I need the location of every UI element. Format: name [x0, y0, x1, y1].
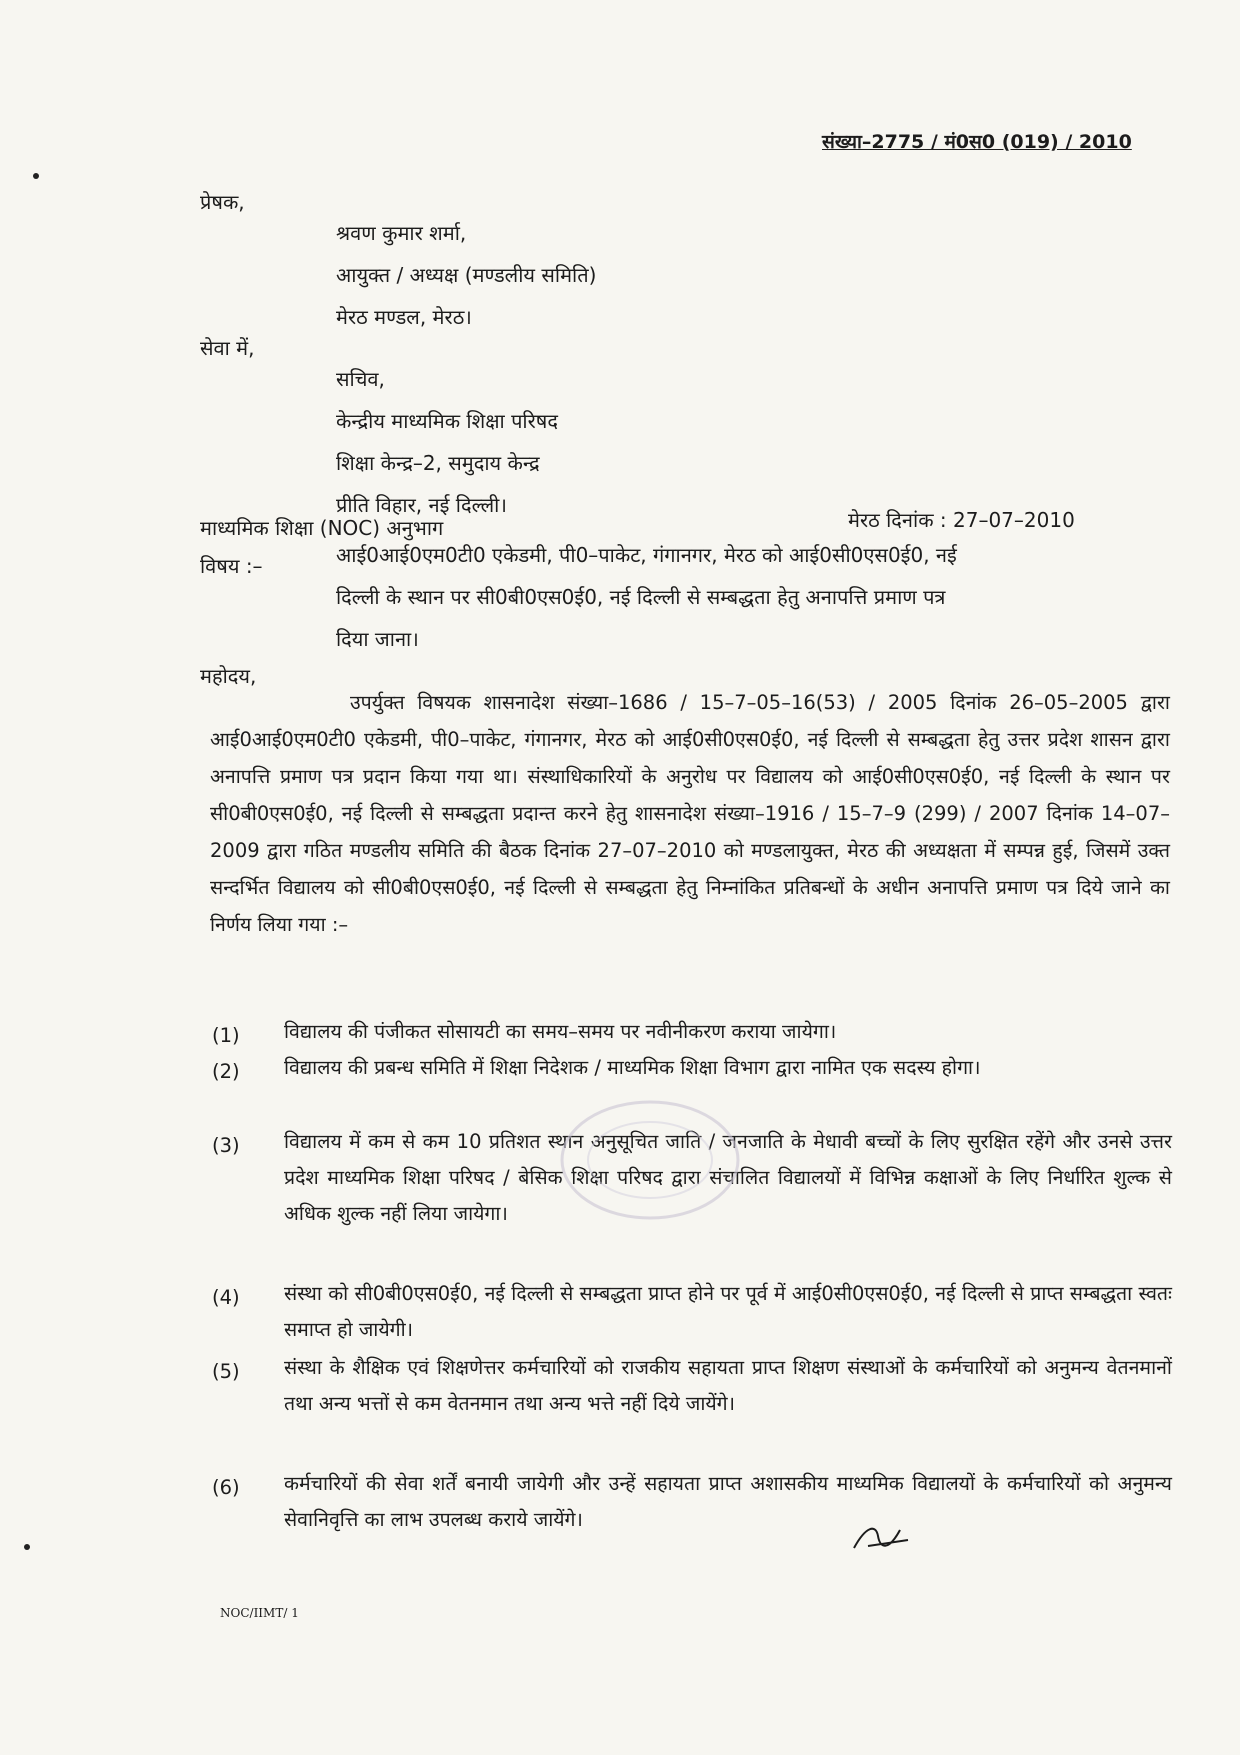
salutation: महोदय, — [200, 664, 257, 688]
recipient-title: सचिव, — [336, 367, 385, 391]
subject-line-3: दिया जाना। — [336, 627, 419, 651]
recipient-address-2: प्रीति विहार, नई दिल्ली। — [336, 493, 507, 517]
subject-line-2: दिल्ली के स्थान पर सी0बी0एस0ई0, नई दिल्ली से सम्बद्धता हेतु अनापत्ति प्रमाण पत्र — [336, 585, 946, 609]
condition-number: (1) — [212, 1024, 240, 1047]
subject-text — [336, 534, 957, 660]
condition-text: विद्यालय की पंजीकत सोसायटी का समय–समय पर नवीनीकरण कराया जायेगा। — [284, 1020, 837, 1043]
condition-number: (6) — [212, 1476, 240, 1499]
subject-label: विषय :– — [200, 554, 263, 578]
condition-number: (5) — [212, 1360, 240, 1383]
condition-number: (4) — [212, 1286, 240, 1309]
recipient-label: सेवा में, — [200, 336, 255, 360]
body-paragraph: उपर्युक्त विषयक शासनादेश संख्या–1686 / 15–7–05–16(53) / 2005 दिनांक 26–05–2005 द्वारा आई0आई0एम0टी0 एकेडमी, पी0–पाकेट, गंगानगर, मेरठ को आई0सी0एस0ई0, नई दिल्ली से सम्बद्धता हेतु उत्तर प्रदेश शासन द्वारा अनापत्ति प्रमाण पत्र प्रदान किया गया था। संस्थाधिकारियों के अनुरोध पर विद्यालय को आई0सी0एस0ई0, नई दिल्ली के स्थान पर सी0बी0एस0ई0, नई दिल्ली से सम्बद्धता प्रदान्त करने हेतु शासनादेश संख्या–1916 / 15–7–9 (299) / 2007 दिनांक 14–07–2009 द्वारा गठित मण्डलीय समिति की बैठक दिनांक 27–07–2010 को मण्डलायुक्त, मेरठ की अध्यक्षता में सम्पन्न हुई, जिसमें उक्त सन्दर्भित विद्यालय को सी0बी0एस0ई0, नई दिल्ली से सम्बद्धता हेतु निम्नांकित प्रतिबन्धों के अधीन अनापत्ति प्रमाण पत्र दिये जाने का निर्णय लिया गया :– — [210, 691, 1170, 936]
sender-label: प्रेषक, — [200, 190, 245, 214]
recipient-address-1: शिक्षा केन्द्र–2, समुदाय केन्द्र — [336, 451, 540, 475]
recipient-block — [336, 358, 558, 526]
condition-text: विद्यालय में कम से कम 10 प्रतिशत स्थान अनुसूचित जाति / जनजाति के मेधावी बच्चों के लिए सुरक्षित रहेंगे और उनसे उत्तर प्रदेश माध्यमिक शिक्षा परिषद / बेसिक शिक्षा परिषद द्वारा संचालित विद्यालयों में विभिन्न कक्षाओं के लिए निर्धारित शुल्क से अधिक शुल्क नहीं लिया जायेगा। — [284, 1130, 1172, 1225]
sender-designation: आयुक्त / अध्यक्ष (मण्डलीय समिति) — [336, 263, 597, 287]
sender-block — [336, 212, 596, 338]
recipient-org: केन्द्रीय माध्यमिक शिक्षा परिषद — [336, 409, 558, 433]
footer-code: NOC/IIMT/ 1 — [220, 1606, 299, 1620]
date-line: मेरठ दिनांक : 27–07–2010 — [848, 508, 1075, 532]
faded-stamp — [550, 1090, 750, 1230]
sender-name: श्रवण कुमार शर्मा, — [336, 221, 467, 245]
section-name: माध्यमिक शिक्षा (NOC) अनुभाग — [200, 516, 444, 540]
condition-number: (2) — [212, 1060, 240, 1083]
sender-office: मेरठ मण्डल, मेरठ। — [336, 305, 472, 329]
condition-text: संस्था के शैक्षिक एवं शिक्षणेत्तर कर्मचारियों को राजकीय सहायता प्राप्त शिक्षण संस्थाओं के कर्मचारियों को अनुमन्य वेतनमानों तथा अन्य भत्तों से कम वेतनमान तथा अन्य भत्ते नहीं दिये जायेंगे। — [284, 1356, 1172, 1415]
initials-signature — [848, 1518, 918, 1558]
punch-mark — [24, 1544, 30, 1550]
subject-line-1: आई0आई0एम0टी0 एकेडमी, पी0–पाकेट, गंगानगर, मेरठ को आई0सी0एस0ई0, नई — [336, 543, 957, 567]
reference-number: संख्या–2775 / मं0स0 (019) / 2010 — [822, 131, 1132, 153]
condition-number: (3) — [212, 1134, 240, 1157]
punch-mark — [33, 173, 39, 179]
condition-text: विद्यालय की प्रबन्ध समिति में शिक्षा निदेशक / माध्यमिक शिक्षा विभाग द्वारा नामित एक सदस्य होगा। — [284, 1056, 981, 1079]
condition-text: संस्था को सी0बी0एस0ई0, नई दिल्ली से सम्बद्धता प्राप्त होने पर पूर्व में आई0सी0एस0ई0, नई दिल्ली से प्राप्त सम्बद्धता स्वतः समाप्त हो जायेगी। — [284, 1282, 1172, 1341]
condition-text: कर्मचारियों की सेवा शर्तें बनायी जायेगी और उन्हें सहायता प्राप्त अशासकीय माध्यमिक विद्यालयों के कर्मचारियों को अनुमन्य सेवानिवृत्ति का लाभ उपलब्ध कराये जायेंगे। — [284, 1472, 1172, 1531]
